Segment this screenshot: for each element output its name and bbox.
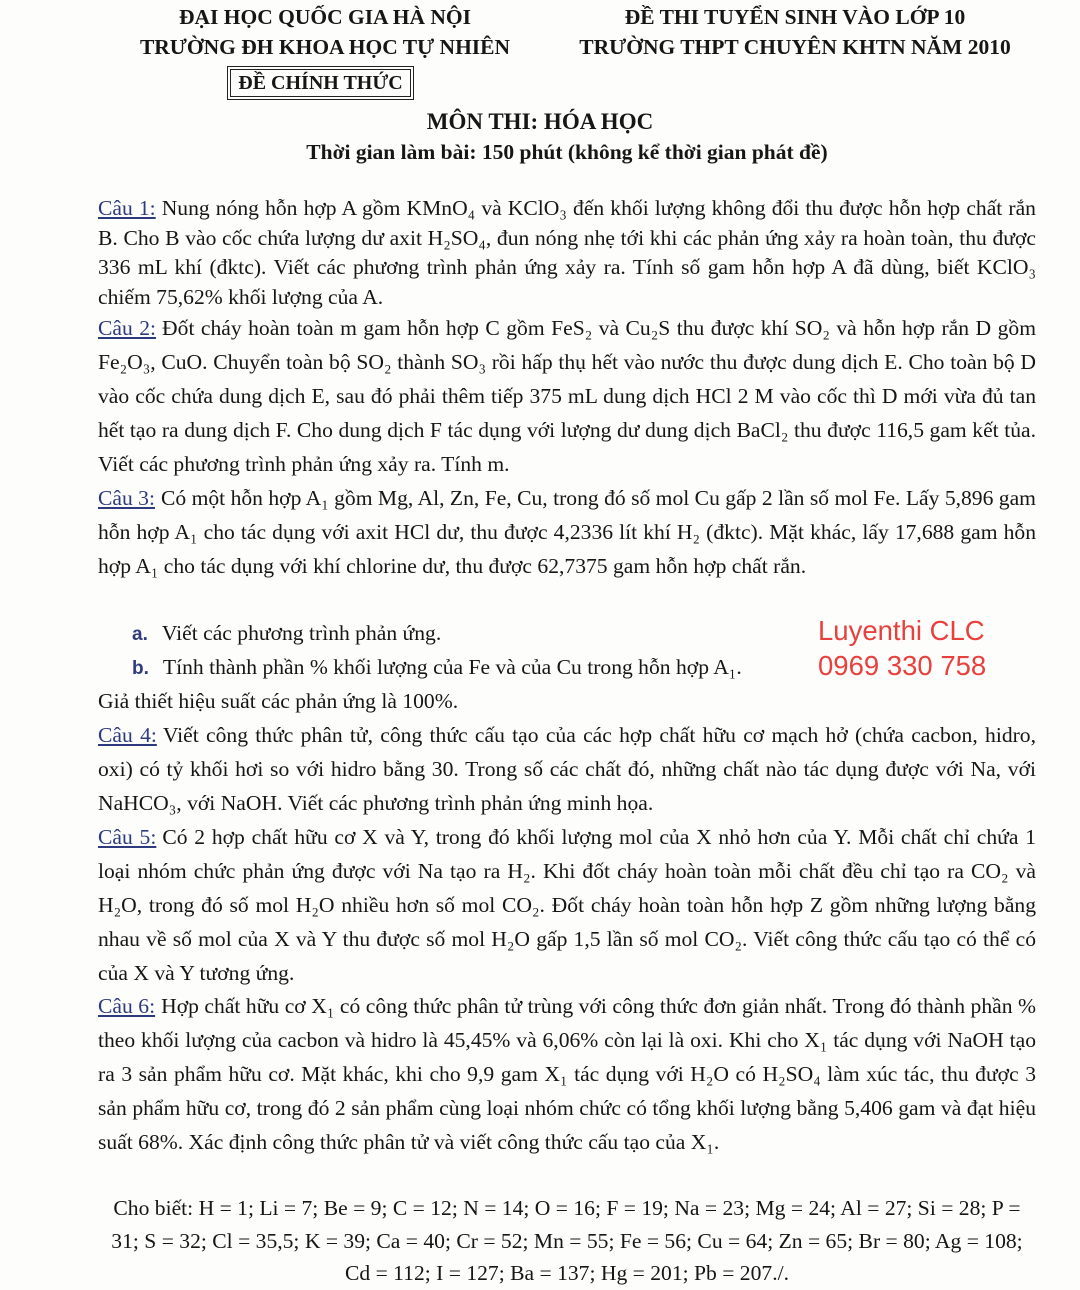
atomic-masses: Cho biết: H = 1; Li = 7; Be = 9; C = 12; N = 14; O = 16; F = 19; Na = 23; Mg = 24; Al = 27; Si = 28; P = 31; S = 32; Cl = 35,5; K = 39; Ca = 40; Cr = 52; Mn = 55; Fe = 56; Cu = 64; Zn = 65; Br = 80; Ag = 108; Cd = 112; I = 127; Ba = 137; Hg = 201; Pb = 207./.: [111, 1196, 1023, 1285]
exam-school-year: TRƯỜNG THPT CHUYÊN KHTN NĂM 2010: [579, 35, 1011, 59]
part-marker: b.: [132, 658, 149, 679]
question-text: Viết công thức phân tử, công thức cấu tạo của các hợp chất hữu cơ mạch hở (chứa cacbon, hidro, oxi) có tỷ khối hơi so với hidro bằng 30. Trong số các chất đó, những chất nào tác dụng được với Na, với NaHCO₃, với NaOH. Viết các phương trình phản ứng minh họa.: [98, 723, 1036, 815]
question-text: Nung nóng hỗn hợp A gồm KMnO₄ và KClO₃ đến khối lượng không đổi thu được hỗn hợp chất rắn B. Cho B vào cốc chứa lượng dư axit H₂SO₄, đun nóng nhẹ tới khi các phản ứng xảy ra hoàn toàn, thu được 336 mL khí (đktc). Viết các phương trình phản ứng xảy ra. Tính số gam hỗn hợp A đã dùng, biết KClO₃ chiếm 75,62% khối lượng của A.: [98, 196, 1036, 309]
exam-header: [545, 2, 1045, 62]
time-limit: Thời gian làm bài: 150 phút (không kể thời gian phát đề): [306, 140, 828, 164]
university-header: [100, 2, 550, 62]
part-text: Viết các phương trình phản ứng.: [161, 621, 442, 645]
part-text: Tính thành phần % khối lượng của Fe và của Cu trong hỗn hợp A₁.: [162, 655, 742, 679]
watermark-phone: 0969 330 758: [818, 650, 987, 681]
part-marker: a.: [132, 624, 148, 645]
question-label: Câu 4:: [98, 723, 157, 747]
question-text: Đốt cháy hoàn toàn m gam hỗn hợp C gồm FeS₂ và Cu₂S thu được khí SO₂ và hỗn hợp rắn D gồm Fe₂O₃, CuO. Chuyển toàn bộ SO₂ thành SO₃ rồi hấp thụ hết vào nước thu được dung dịch E. Cho toàn bộ D vào cốc chứa dung dịch E, sau đó phải thêm tiếp 375 mL dung dịch HCl 2 M vào cốc thì D mới vừa đủ tan hết tạo ra dung dịch F. Cho dung dịch F tác dụng với lượng dư dung dịch BaCl₂ thu được 116,5 gam kết tủa. Viết các phương trình phản ứng xảy ra. Tính m.: [98, 316, 1037, 476]
subject-title: MÔN THI: HÓA HỌC: [426, 109, 654, 134]
question-text: Hợp chất hữu cơ X₁ có công thức phân tử trùng với công thức đơn giản nhất. Trong đó thành phần % theo khối lượng của cacbon và hidro là 45,45% và 6,06% còn lại là oxi. Khi cho X₁ tác dụng với NaOH tạo ra 3 sản phẩm hữu cơ. Mặt khác, khi cho 9,9 gam X₁ tác dụng với H₂O có H₂SO₄ làm xúc tác, thu được 3 sản phẩm hữu cơ, trong đó 2 sản phẩm cùng loại nhóm chức có tổng khối lượng bằng 5,406 gam và đạt hiệu suất 68%. Xác định công thức phân tử và viết công thức cấu tạo của X₁.: [98, 994, 1036, 1154]
question-4: [98, 718, 1036, 820]
exam-title: ĐỀ THI TUYỂN SINH VÀO LỚP 10: [624, 5, 966, 29]
school-name: TRƯỜNG ĐH KHOA HỌC TỰ NHIÊN: [139, 35, 511, 59]
question-label: Câu 2:: [98, 316, 157, 340]
question-label: Câu 6:: [98, 994, 156, 1018]
question-label: Câu 1:: [98, 196, 156, 220]
question-label: Câu 3:: [98, 486, 155, 510]
question-3-part-a: [132, 617, 441, 651]
question-5: [98, 820, 1036, 990]
question-2: [98, 311, 1036, 481]
official-stamp-label: ĐỀ CHÍNH THỨC: [230, 69, 411, 97]
question-6: [98, 989, 1036, 1159]
question-3-note: Giả thiết hiệu suất các phản ứng là 100%.: [98, 689, 459, 713]
official-stamp: [227, 66, 414, 100]
question-label: Câu 5:: [98, 825, 157, 849]
question-3: [98, 481, 1036, 583]
question-text: Có 2 hợp chất hữu cơ X và Y, trong đó khối lượng mol của X nhỏ hơn của Y. Mỗi chất chỉ chứa 1 loại nhóm chức phản ứng được với Na tạo ra H₂. Khi đốt cháy hoàn toàn mỗi chất đều chỉ tạo ra CO₂ và H₂O, trong đó số mol H₂O nhiều hơn số mol CO₂. Đốt cháy hoàn toàn hỗn hợp Z gồm những lượng bằng nhau về số mol của X và Y thu được số mol H₂O gấp 1,5 lần số mol CO₂. Viết công thức cấu tạo có thể có của X và Y tương ứng.: [98, 825, 1036, 985]
university-name: ĐẠI HỌC QUỐC GIA HÀ NỘI: [178, 5, 472, 29]
question-text: Có một hỗn hợp A₁ gồm Mg, Al, Zn, Fe, Cu, trong đó số mol Cu gấp 2 lần số mol Fe. Lấy 5,896 gam hỗn hợp A₁ cho tác dụng với axit HCl dư, thu được 4,2336 lít khí H₂ (đktc). Mặt khác, lấy 17,688 gam hỗn hợp A₁ cho tác dụng với khí chlorine dư, thu được 62,7375 gam hỗn hợp chất rắn.: [98, 486, 1036, 578]
question-1: [98, 194, 1036, 312]
question-3-part-b: [132, 651, 742, 685]
watermark-name: Luyenthi CLC: [818, 615, 985, 646]
